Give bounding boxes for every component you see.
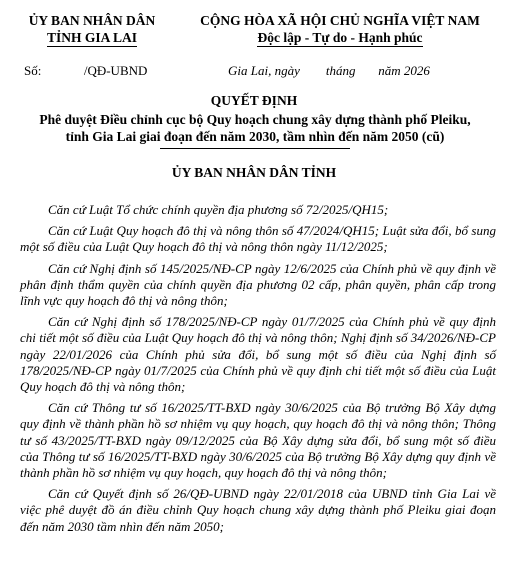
motto: Độc lập - Tự do - Hạnh phúc <box>257 30 423 45</box>
authority-heading: ỦY BAN NHÂN DÂN TỈNH <box>171 165 337 180</box>
number-label: Số: <box>24 63 42 78</box>
legal-basis <box>20 202 496 540</box>
title-divider <box>160 148 350 149</box>
basis-paragraph: Căn cứ Thông tư số 16/2025/TT-BXD ngày 30/6/2025 của Bộ trưởng Bộ Xây dựng quy định về thành phần hồ sơ nhiệm vụ quy hoạch, quy hoạch đô thị và nông thôn; Thông tư số 43/2025/TT-BXD ngày 09/12/2025 của Bộ Xây dựng sửa đổi, bổ sung một số điều của Thông tư số 16/2025/TT-BXD ngày 30/6/2025 của Bộ trưởng Bộ Xây dựng quy định về thành phần hồ sơ nhiệm vụ quy hoạch, quy hoạch đô thị và nông thôn; <box>20 400 496 481</box>
national-motto-block <box>190 12 490 47</box>
basis-paragraph: Căn cứ Luật Quy hoạch đô thị và nông thôn số 47/2024/QH15; Luật sửa đổi, bổ sung một số điều của Luật Quy hoạch đô thị và nông thôn ngày 11/12/2025; <box>20 223 496 255</box>
basis-paragraph: Căn cứ Luật Tổ chức chính quyền địa phương số 72/2025/QH15; <box>48 202 389 217</box>
number-value: /QĐ-UBND <box>83 63 148 78</box>
document-number <box>24 63 147 79</box>
subtitle-line1: Phê duyệt Điều chỉnh cục bộ Quy hoạch chung xây dựng thành phố Pleiku, <box>39 112 471 127</box>
issuer-line2: TỈNH GIA LAI <box>46 30 138 45</box>
issuer-block <box>22 12 162 47</box>
issuer-line1: ỦY BAN NHÂN DÂN <box>28 13 156 28</box>
subtitle-line2: tỉnh Gia Lai giai đoạn đến năm 2030, tầm nhìn đến năm 2050 (cũ) <box>65 129 445 144</box>
country-name: CỘNG HÒA XÃ HỘI CHỦ NGHĨA VIỆT NAM <box>200 13 480 28</box>
document-title: QUYẾT ĐỊNH <box>210 93 298 108</box>
basis-paragraph: Căn cứ Nghị định số 145/2025/NĐ-CP ngày 12/6/2025 của Chính phủ về quy định về phân định thẩm quyền của chính quyền địa phương 02 cấp, phân quyền, phân cấp trong lĩnh vực quy hoạch đô thị và nông thôn; <box>20 260 496 309</box>
document-subtitle <box>10 111 500 145</box>
basis-paragraph: Căn cứ Quyết định số 26/QĐ-UBND ngày 22/01/2018 của UBND tỉnh Gia Lai về việc phê duyệt đồ án điều chỉnh Quy hoạch chung xây dựng thành phố Pleiku giai đoạn đến năm 2030 tầm nhìn đến năm 2050; <box>20 486 496 534</box>
location-date: Gia Lai, ngày tháng năm 2026 <box>228 63 430 78</box>
basis-paragraph: Căn cứ Nghị định số 178/2025/NĐ-CP ngày 01/7/2025 của Chính phủ về quy định chi tiết một số điều của Luật Quy hoạch đô thị và nông thôn; Nghị định số 34/2026/NĐ-CP ngày 22/01/2026 của Chính phủ sửa đổi, bổ sung một số điều của Nghị định số 178/2025/NĐ-CP ngày 01/7/2025 của Chính phủ về quy định chi tiết một số điều của Luật Quy hoạch đô thị và nông thôn; <box>20 314 496 395</box>
